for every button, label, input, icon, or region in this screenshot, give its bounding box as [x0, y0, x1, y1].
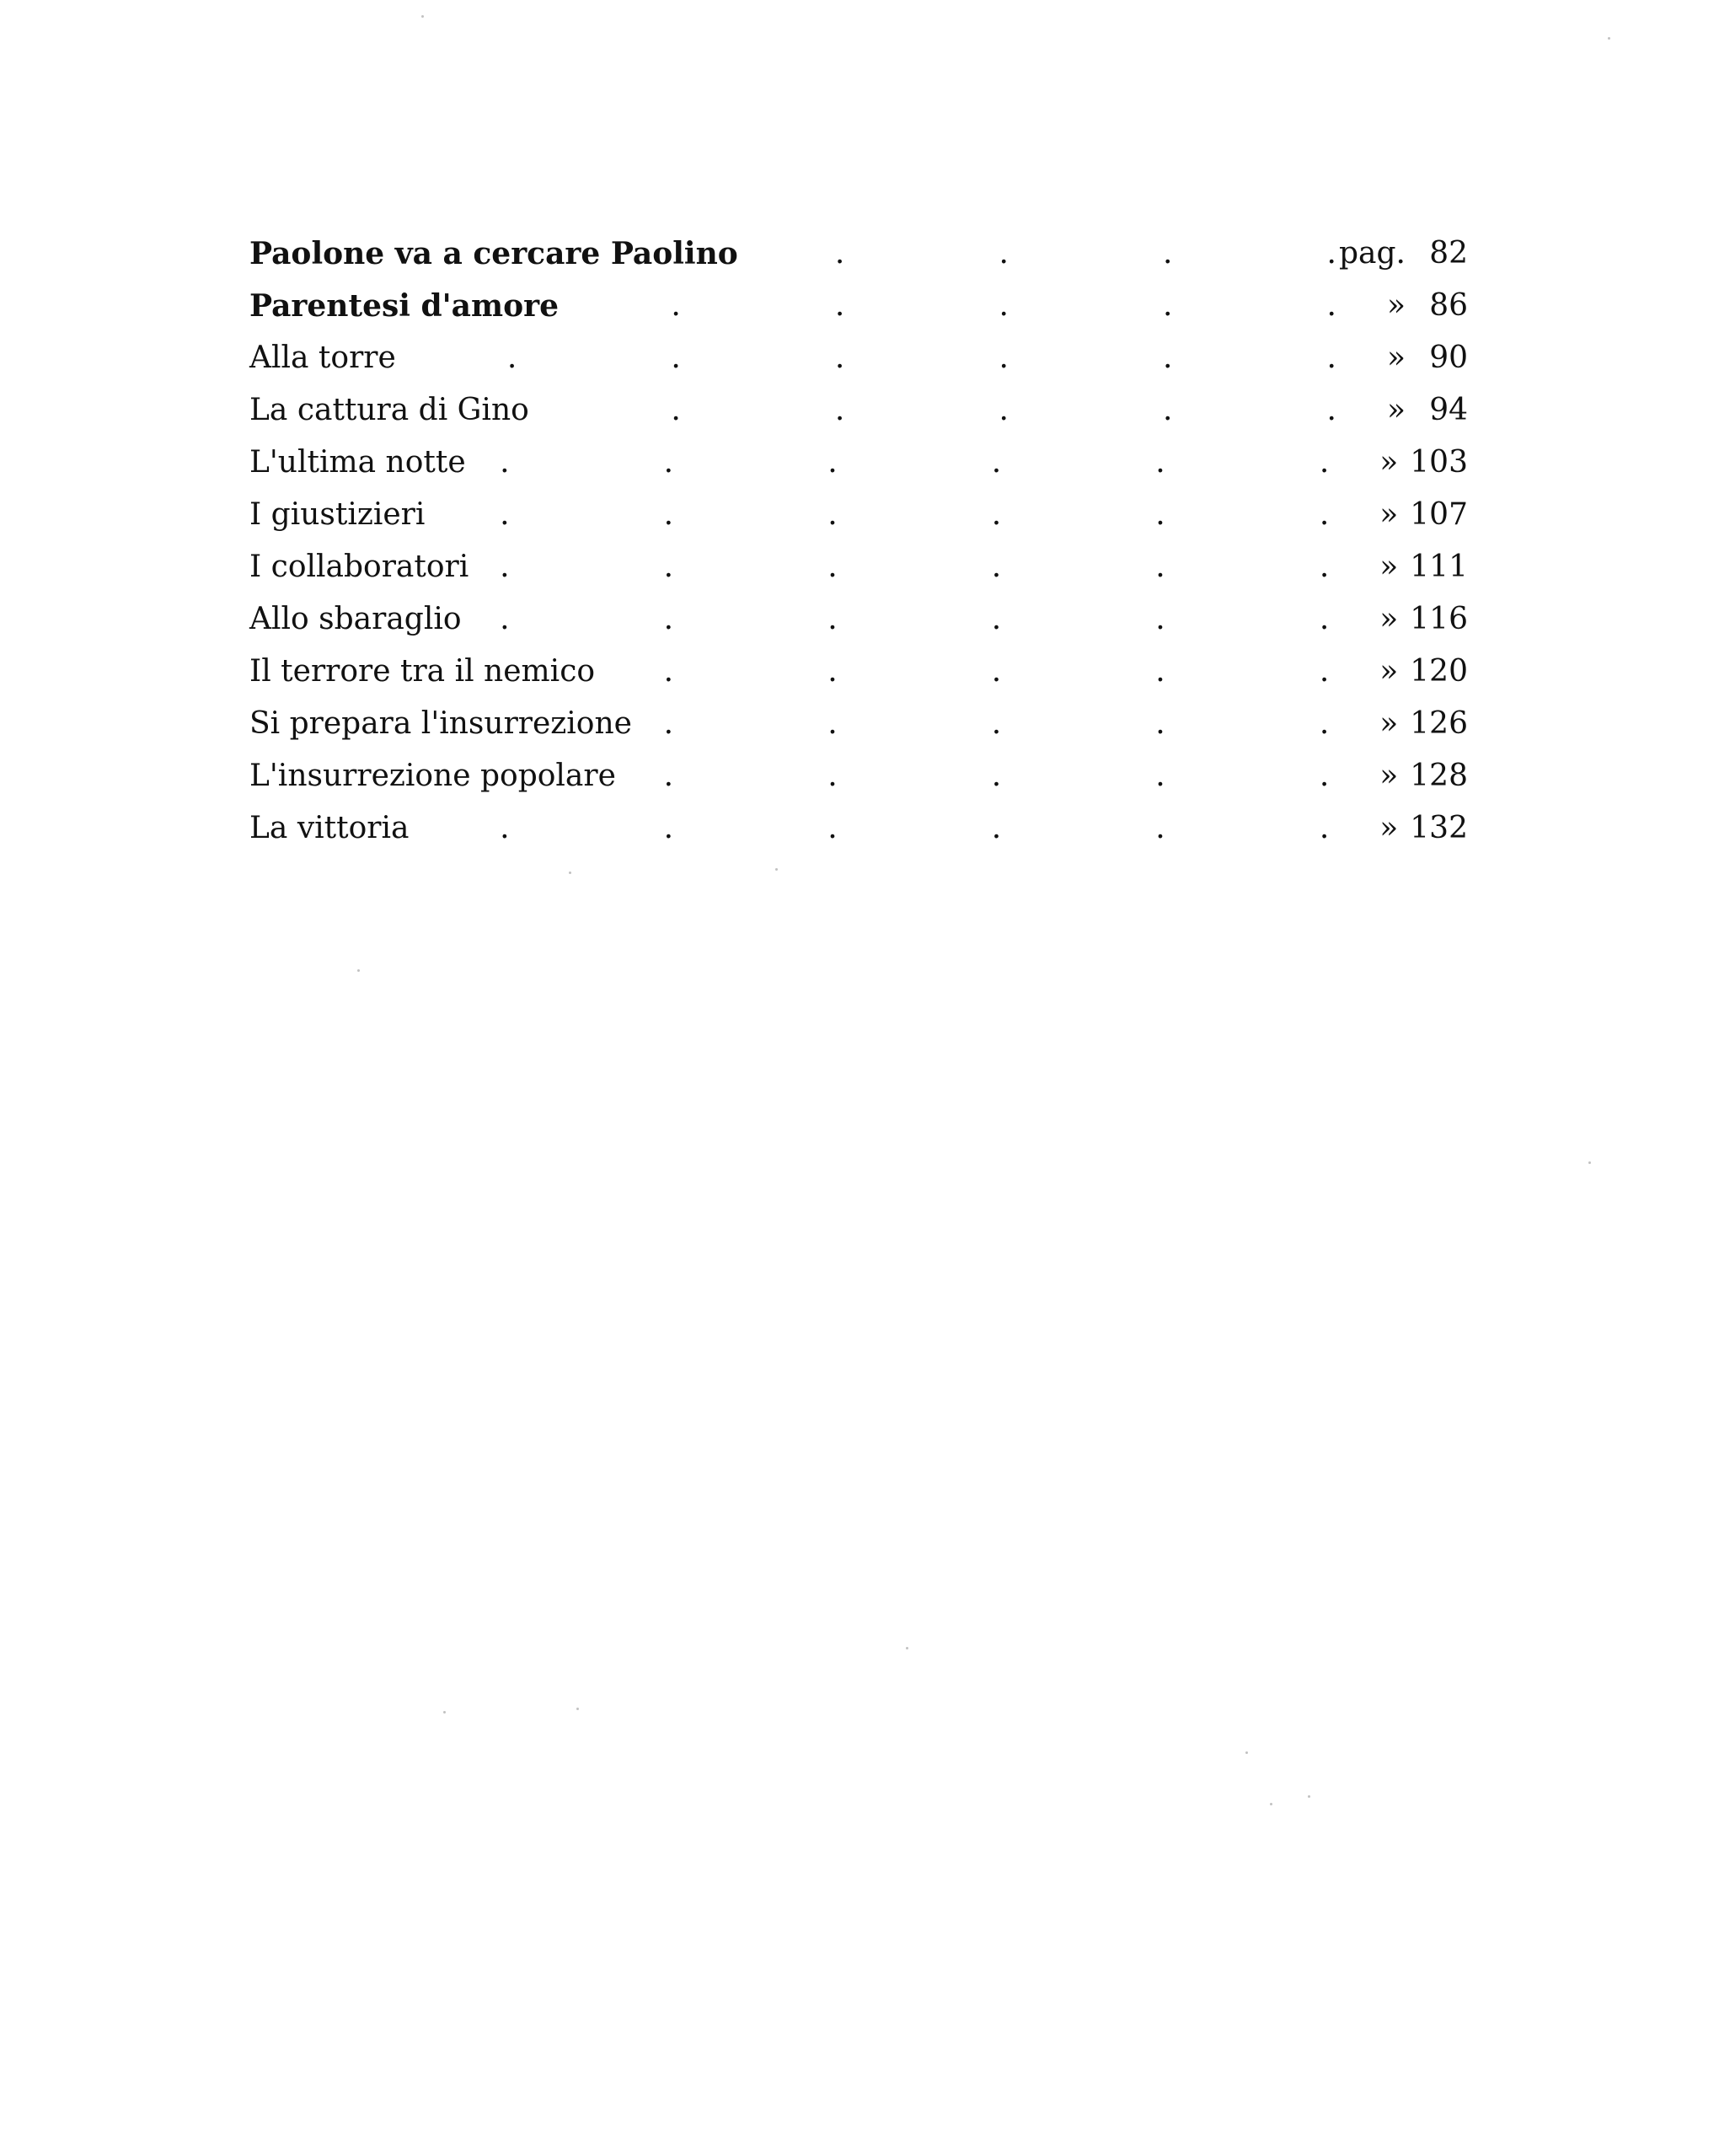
page-marker: » — [1379, 602, 1399, 636]
toc-entry — [249, 489, 1468, 541]
page-marker: » — [1379, 759, 1399, 793]
scan-speck — [1308, 1795, 1310, 1798]
toc-entry-title: La vittoria — [249, 811, 410, 845]
page-marker: » — [1386, 288, 1406, 323]
toc-entry — [249, 280, 1468, 332]
toc-page-number: 86 — [1429, 288, 1468, 323]
scan-speck — [576, 1708, 579, 1710]
dot-leader — [753, 228, 1336, 280]
toc-entry — [249, 593, 1468, 646]
page-marker: » — [1386, 393, 1406, 427]
toc-page-number: 120 — [1410, 654, 1468, 689]
toc-page-number: 116 — [1410, 602, 1468, 636]
toc-entry-title: I collaboratori — [249, 550, 469, 584]
dot-leader — [544, 384, 1336, 437]
toc-entry-title: Paolone va a cercare Paolino — [249, 236, 738, 271]
page-marker: » — [1379, 497, 1399, 532]
scan-speck — [1608, 37, 1610, 40]
toc-entry-title: Allo sbaraglio — [249, 602, 462, 636]
toc-entry — [249, 750, 1468, 802]
page-marker: » — [1379, 811, 1399, 845]
page-marker: » — [1386, 341, 1406, 375]
dot-leader — [610, 646, 1329, 698]
scan-speck — [906, 1647, 908, 1649]
toc-page-number: 128 — [1410, 759, 1468, 793]
dot-leader — [484, 541, 1329, 593]
toc-page-number: 111 — [1410, 550, 1468, 584]
dot-leader — [424, 802, 1329, 855]
toc-entry-title: Si prepara l'insurrezione — [249, 706, 632, 741]
toc-entry-title: L'insurrezione popolare — [249, 759, 616, 793]
page-marker: pag. — [1339, 236, 1406, 271]
page-marker: » — [1379, 550, 1399, 584]
toc-entry — [249, 437, 1468, 489]
dot-leader — [477, 593, 1330, 646]
toc-entry-title: Alla torre — [249, 341, 396, 375]
scan-speck — [443, 1711, 446, 1714]
dot-leader — [481, 437, 1330, 489]
toc-page-number: 107 — [1410, 497, 1468, 532]
toc-entry-title: I giustizieri — [249, 497, 426, 532]
toc-entry — [249, 698, 1468, 750]
scan-speck — [421, 15, 424, 18]
toc-page-number: 132 — [1410, 811, 1468, 845]
toc-entry — [249, 332, 1468, 384]
toc-entry — [249, 228, 1468, 280]
toc-entry-title: L'ultima notte — [249, 445, 466, 480]
toc-entry-title: Il terrore tra il nemico — [249, 654, 596, 689]
toc-page-number: 103 — [1410, 445, 1468, 480]
page-marker: » — [1379, 654, 1399, 689]
toc-page-number: 126 — [1410, 706, 1468, 741]
toc-page-number: 82 — [1429, 236, 1468, 271]
dot-leader — [631, 750, 1329, 802]
toc-entry-title: Parentesi d'amore — [249, 288, 559, 324]
toc-entry — [249, 646, 1468, 698]
toc-entry — [249, 384, 1468, 437]
dot-leader — [647, 698, 1329, 750]
scan-speck — [775, 868, 778, 871]
dot-leader — [411, 332, 1336, 384]
toc-page-number: 94 — [1429, 393, 1468, 427]
scan-speck — [569, 872, 571, 874]
table-of-contents — [249, 228, 1468, 855]
scan-speck — [1270, 1803, 1272, 1805]
toc-page-number: 90 — [1429, 341, 1468, 375]
page-marker: » — [1379, 706, 1399, 741]
page-marker: » — [1379, 445, 1399, 480]
dot-leader — [440, 489, 1329, 541]
dot-leader — [574, 280, 1336, 332]
toc-entry — [249, 541, 1468, 593]
toc-entry — [249, 802, 1468, 855]
toc-entry-title: La cattura di Gino — [249, 393, 529, 427]
scan-speck — [1245, 1751, 1248, 1754]
scan-speck — [357, 969, 360, 972]
scan-speck — [1588, 1161, 1591, 1164]
